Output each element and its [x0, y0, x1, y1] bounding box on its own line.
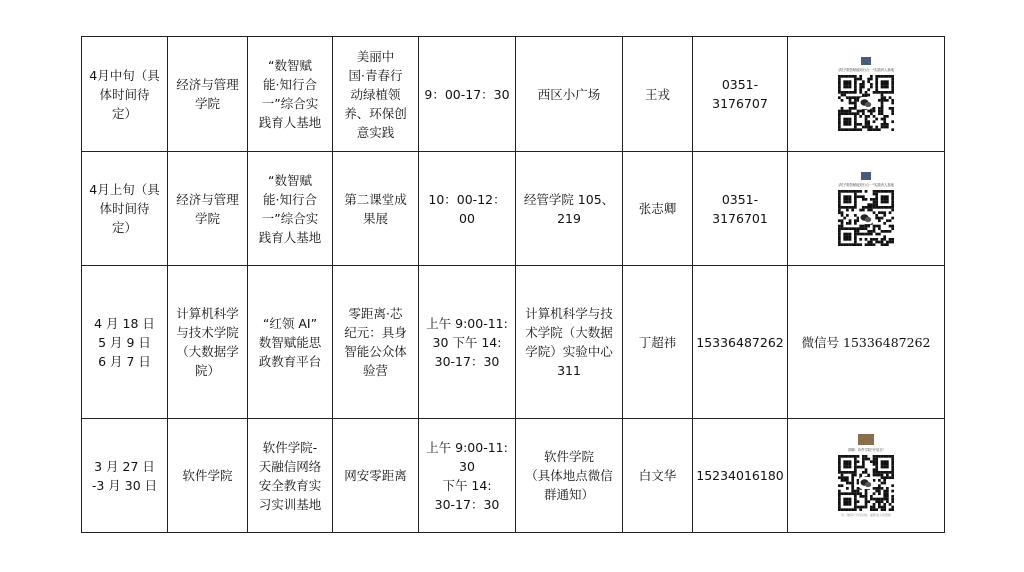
phone-cell: 0351-3176701	[693, 152, 788, 266]
hours-cell: 10：00-12：00	[419, 152, 516, 266]
group-avatar-icon	[858, 434, 874, 445]
phone-cell: 15336487262	[693, 266, 788, 419]
college-cell: 计算机科学 与技术学院 （大数据学 院）	[168, 266, 248, 419]
contact-cell: 白文华	[623, 419, 693, 533]
phone-cell: 0351-3176707	[693, 37, 788, 152]
qr-code-icon[interactable]	[838, 75, 894, 131]
qr-caption: 请扫"数智赋能知行合一"实践育人基地	[838, 182, 894, 187]
qr-cell	[788, 152, 945, 266]
contact-cell: 张志卿	[623, 152, 693, 266]
phone-cell: 15234016180	[693, 419, 788, 533]
table-row	[82, 266, 945, 419]
project-cell: 网安零距离	[333, 419, 419, 533]
place-cell: 西区小广场	[516, 37, 623, 152]
qr-code-icon[interactable]	[838, 455, 894, 511]
base-cell: “数智赋 能·知行合 一”综合实 践育人基地	[248, 152, 333, 266]
group-avatar-icon	[861, 57, 871, 65]
hours-cell: 上午 9:00-11: 30 下午 14: 30-17：30	[419, 419, 516, 533]
wechat-cell: 微信号 15336487262	[788, 266, 945, 419]
college-cell: 经济与管理 学院	[168, 37, 248, 152]
group-avatar-icon	[861, 172, 871, 180]
project-cell: 美丽中 国·青春行 动绿植领 养、环保创 意实践	[333, 37, 419, 152]
table-row	[82, 152, 945, 266]
qr-cell	[788, 37, 945, 152]
college-cell: 经济与管理 学院	[168, 152, 248, 266]
contact-cell: 王戎	[623, 37, 693, 152]
table-row	[82, 419, 945, 533]
base-cell: 软件学院- 天融信网络 安全教育实 习实训基地	[248, 419, 333, 533]
qr-footer: 该二维码7天内有效，重新进入将更新	[841, 513, 891, 517]
qr-caption: 群聊：软件学院"开放日"	[848, 448, 884, 452]
table-row	[82, 37, 945, 152]
place-cell: 软件学院 （具体地点微信 群通知）	[516, 419, 623, 533]
place-cell: 计算机科学与技 术学院（大数据 学院）实验中心 311	[516, 266, 623, 419]
contact-cell: 丁超祎	[623, 266, 693, 419]
time-cell: 3 月 27 日 -3 月 30 日	[82, 419, 168, 533]
time-cell: 4月上旬（具 体时间待 定）	[82, 152, 168, 266]
hours-cell: 上午 9:00-11: 30 下午 14: 30-17：30	[419, 266, 516, 419]
qr-code-icon[interactable]	[838, 190, 894, 246]
project-cell: 零距离·芯 纪元：具身 智能公众体 验营	[333, 266, 419, 419]
time-cell: 4 月 18 日 5 月 9 日 6 月 7 日	[82, 266, 168, 419]
schedule-table	[81, 36, 945, 533]
time-cell: 4月中旬（具 体时间待 定）	[82, 37, 168, 152]
base-cell: “红领 AI” 数智赋能思 政教育平台	[248, 266, 333, 419]
place-cell: 经管学院 105、 219	[516, 152, 623, 266]
college-cell: 软件学院	[168, 419, 248, 533]
qr-cell	[788, 419, 945, 533]
hours-cell: 9：00-17：30	[419, 37, 516, 152]
qr-caption: 请扫"数智赋能知行合一"实践育人基地	[838, 68, 894, 72]
project-cell: 第二课堂成 果展	[333, 152, 419, 266]
base-cell: “数智赋 能·知行合 一”综合实 践育人基地	[248, 37, 333, 152]
